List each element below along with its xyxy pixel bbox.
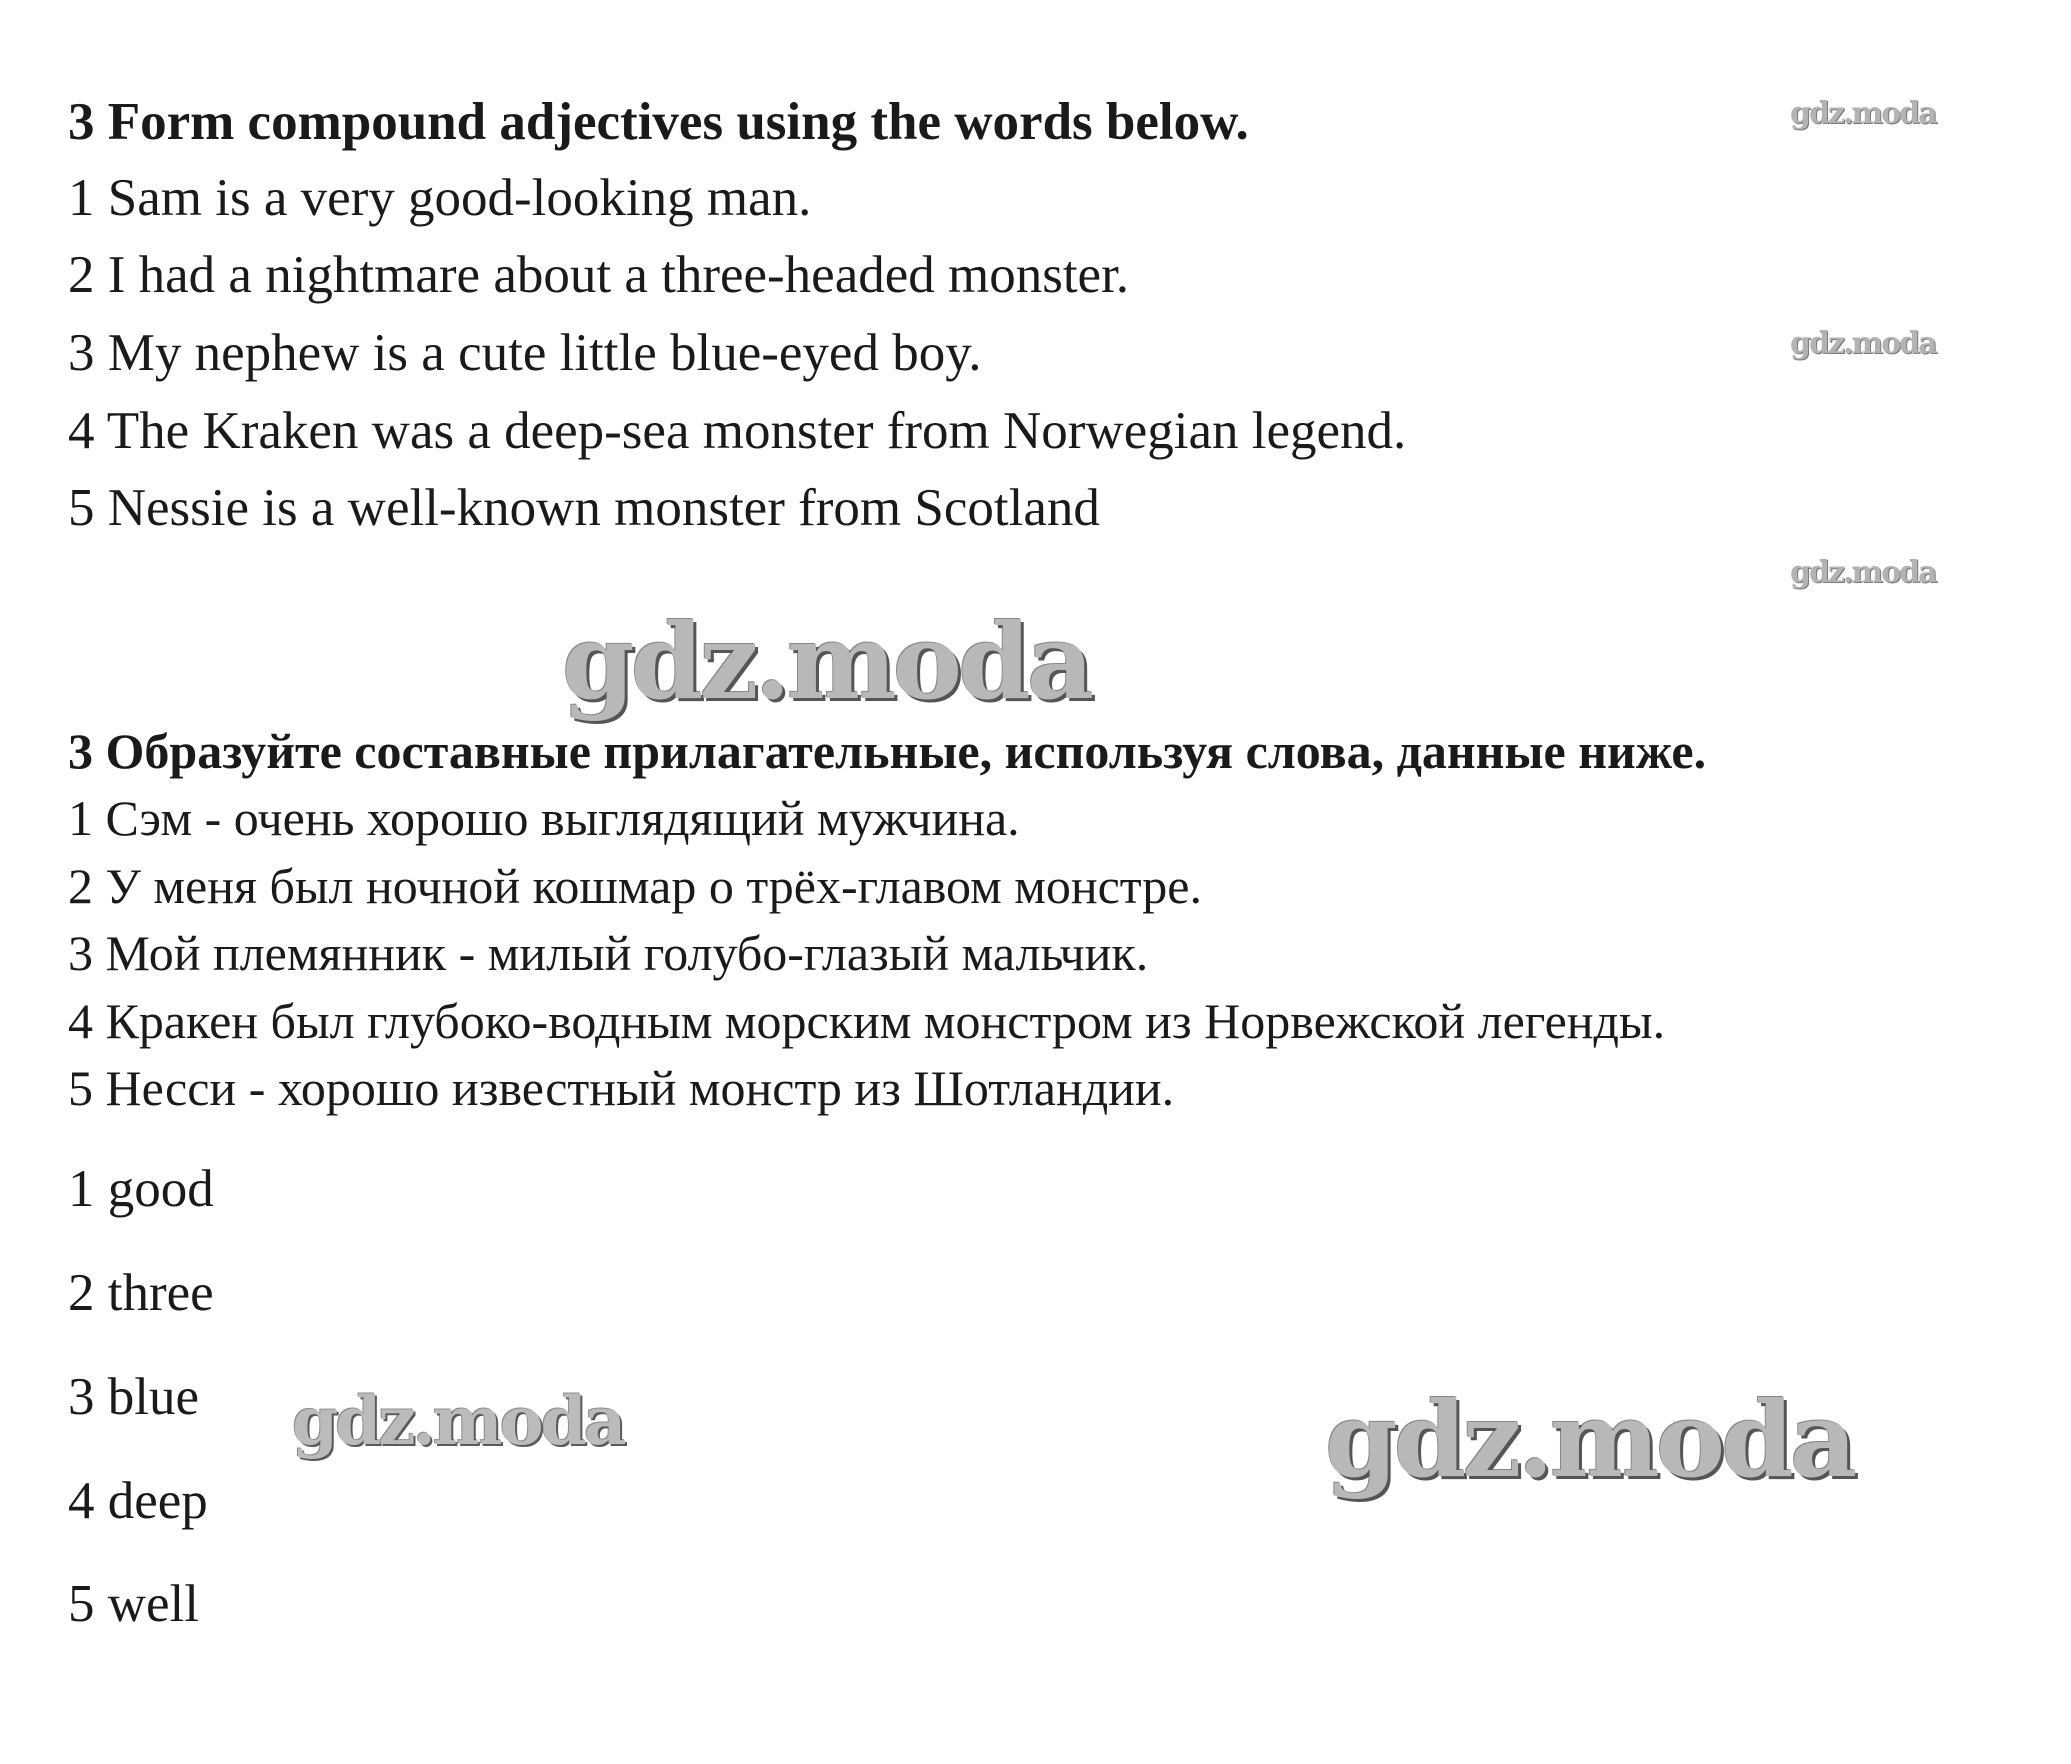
watermark-logo: gdz.moda — [1790, 96, 1936, 131]
english-sentence: 4 The Kraken was a deep-sea monster from Norwegian legend. — [68, 402, 1407, 460]
word-item: 1 good — [68, 1160, 214, 1218]
watermark-logo: gdz.moda — [1325, 1378, 1854, 1501]
english-sentence: 5 Nessie is a well-known monster from Scotland — [68, 479, 1100, 537]
english-sentence: 3 My nephew is a cute little blue-eyed boy. — [68, 324, 982, 382]
russian-heading: 3 Образуйте составные прилагательные, используя слова, данные ниже. — [68, 723, 1707, 779]
russian-sentence: 1 Сэм - очень хорошо выглядящий мужчина. — [68, 790, 1020, 846]
watermark-logo: gdz.moda — [292, 1382, 624, 1460]
word-item: 4 deep — [68, 1472, 208, 1530]
english-sentence: 1 Sam is a very good-looking man. — [68, 169, 812, 227]
english-heading: 3 Form compound adjectives using the words below. — [68, 93, 1249, 151]
watermark-logo: gdz.moda — [1790, 555, 1936, 590]
word-item: 5 well — [68, 1575, 199, 1633]
russian-sentence: 3 Мой племянник - милый голубо-глазый мальчик. — [68, 925, 1149, 981]
russian-sentence: 4 Кракен был глубоко-водным морским монстром из Норвежской легенды. — [68, 993, 1666, 1049]
watermark-logo: gdz.moda — [1790, 326, 1936, 361]
word-item: 3 blue — [68, 1368, 199, 1426]
russian-sentence: 2 У меня был ночной кошмар о трёх-главом монстре. — [68, 858, 1202, 914]
russian-sentence: 5 Несси - хорошо известный монстр из Шотландии. — [68, 1060, 1175, 1116]
word-item: 2 three — [68, 1264, 214, 1322]
english-sentence: 2 I had a nightmare about a three-headed monster. — [68, 246, 1130, 304]
watermark-logo: gdz.moda — [562, 600, 1091, 723]
